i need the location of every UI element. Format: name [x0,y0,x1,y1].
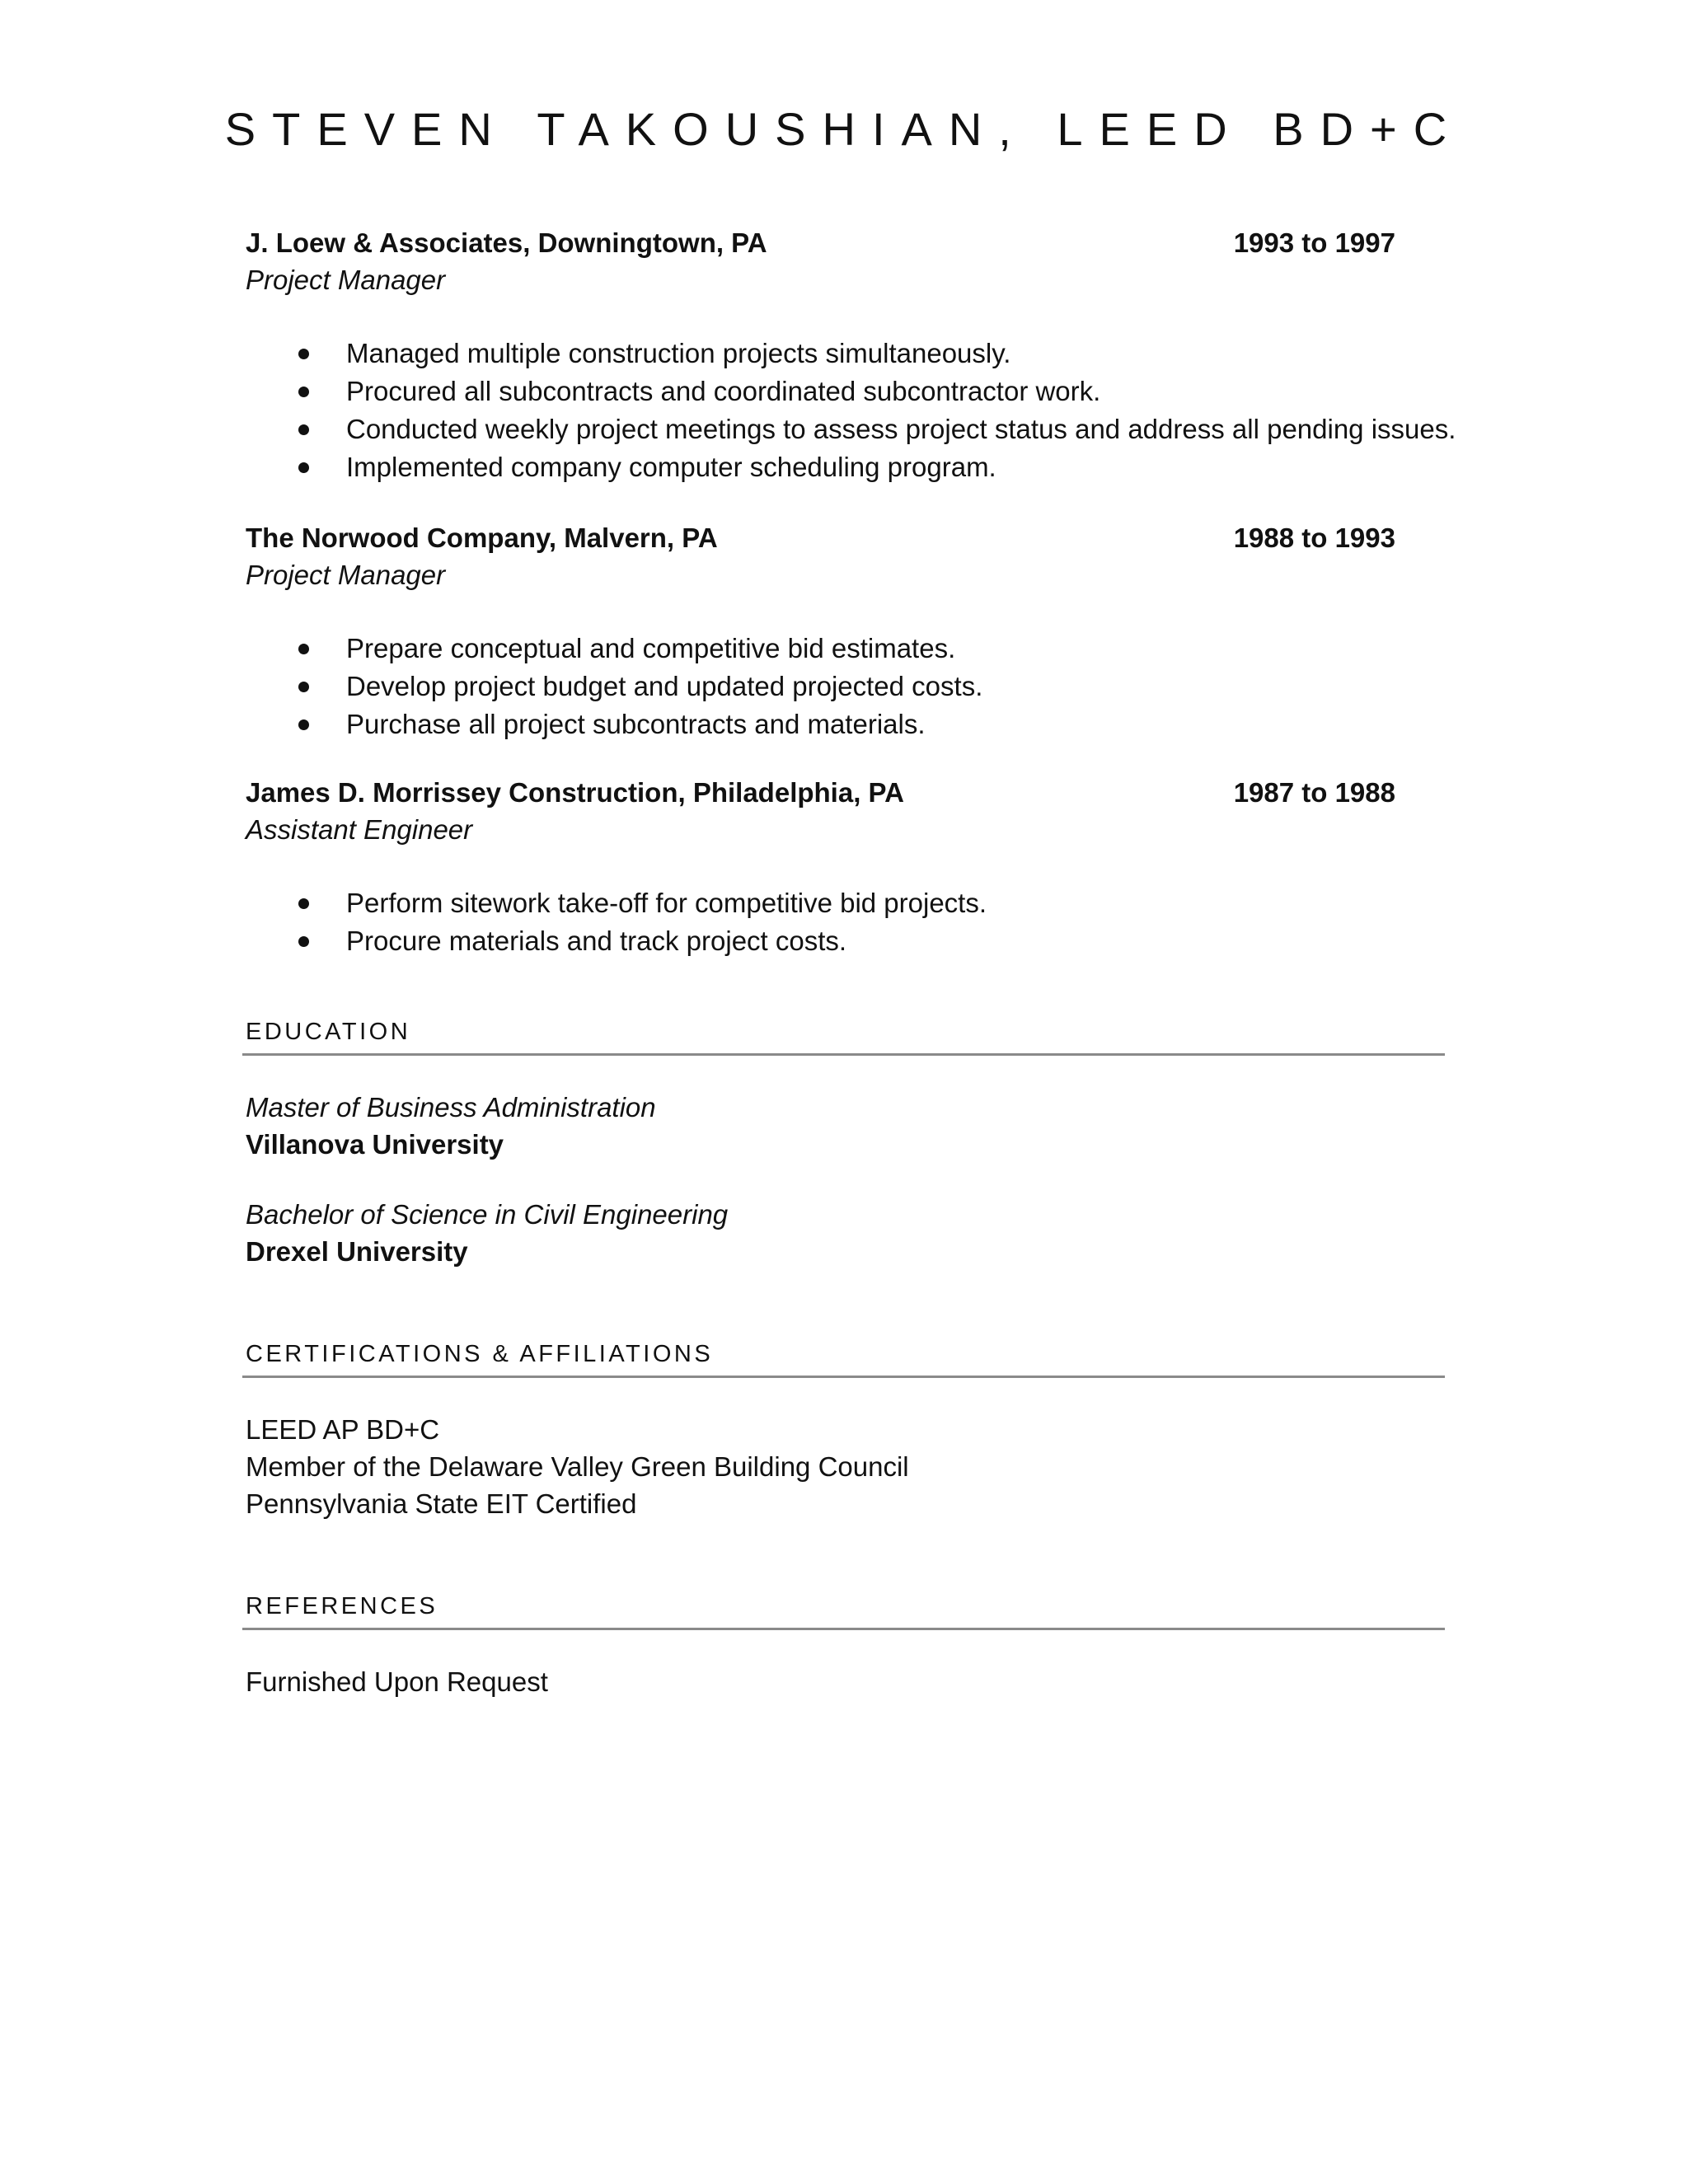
section-heading: CERTIFICATIONS & AFFILIATIONS [242,1338,1445,1378]
certification-item: LEED AP BD+C [246,1414,440,1445]
job-bullet [246,410,1558,448]
job-bullet-list [246,884,1449,960]
job-bullet-text: Perform sitework take-off for competitive bid projects. [346,888,987,918]
job-bullet-text: Conducted weekly project meetings to assess project status and address all pending issues. [346,414,1456,444]
certification-item: Member of the Delaware Valley Green Building Council [246,1451,909,1482]
job-bullet-text: Develop project budget and updated projected costs. [346,671,983,701]
job-bullet-text: Purchase all project subcontracts and materials. [346,709,926,739]
bullet-icon [298,644,309,654]
job-bullet-text: Implemented company computer scheduling program. [346,452,996,482]
job-company: James D. Morrissey Construction, Philadelphia, PA [246,777,904,808]
job-header [246,224,1395,261]
bullet-icon [298,349,309,359]
education-school: Drexel University [246,1236,468,1267]
job-bullet [246,668,1558,705]
section-heading: REFERENCES [242,1591,1445,1630]
job-dates: 1987 to 1988 [1233,777,1395,808]
education-school: Villanova University [246,1129,504,1160]
job-dates: 1993 to 1997 [1233,227,1395,258]
education-degree: Master of Business Administration [246,1092,656,1122]
job-bullet [246,630,1558,668]
job-bullet-text: Prepare conceptual and competitive bid estimates. [346,633,956,663]
job-bullet-text: Managed multiple construction projects simultaneously. [346,338,1011,368]
job-header [246,774,1395,811]
references-section [246,1591,1449,1700]
job-header [246,519,1395,556]
job-bullet [246,335,1558,373]
section-heading: EDUCATION [242,1016,1445,1056]
job-bullet-list [246,630,1449,743]
job-entry [246,224,1456,486]
job-entry [246,774,1449,960]
resume-name: STEVEN TAKOUSHIAN, LEED BD+C [224,103,1464,155]
job-dates: 1988 to 1993 [1233,523,1395,553]
bullet-icon [298,719,309,730]
job-entry [246,519,1449,743]
education-section [246,1016,1449,1270]
job-company: The Norwood Company, Malvern, PA [246,523,718,553]
job-bullet-text: Procured all subcontracts and coordinated subcontractor work. [346,376,1101,406]
job-bullet [246,448,1558,486]
bullet-icon [298,898,309,909]
certifications-section [246,1338,1449,1522]
job-bullet [246,373,1558,410]
job-bullet [246,884,1558,922]
job-title: Assistant Engineer [246,814,473,845]
education-degree: Bachelor of Science in Civil Engineering [246,1199,729,1230]
job-bullet [246,705,1558,743]
job-company: J. Loew & Associates, Downingtown, PA [246,227,767,258]
bullet-icon [298,387,309,397]
references-text: Furnished Upon Request [246,1666,548,1697]
certifications-list [246,1411,1449,1522]
education-entry [246,1196,1449,1270]
job-title: Project Manager [246,265,446,295]
bullet-icon [298,682,309,692]
resume-content [246,224,1456,1700]
job-bullet [246,922,1558,960]
job-bullet-text: Procure materials and track project costs. [346,926,847,956]
education-entry [246,1089,1449,1163]
job-title: Project Manager [246,560,446,590]
job-bullet-list [246,335,1456,486]
bullet-icon [298,424,309,435]
bullet-icon [298,936,309,947]
certification-item: Pennsylvania State EIT Certified [246,1488,637,1519]
bullet-icon [298,462,309,473]
